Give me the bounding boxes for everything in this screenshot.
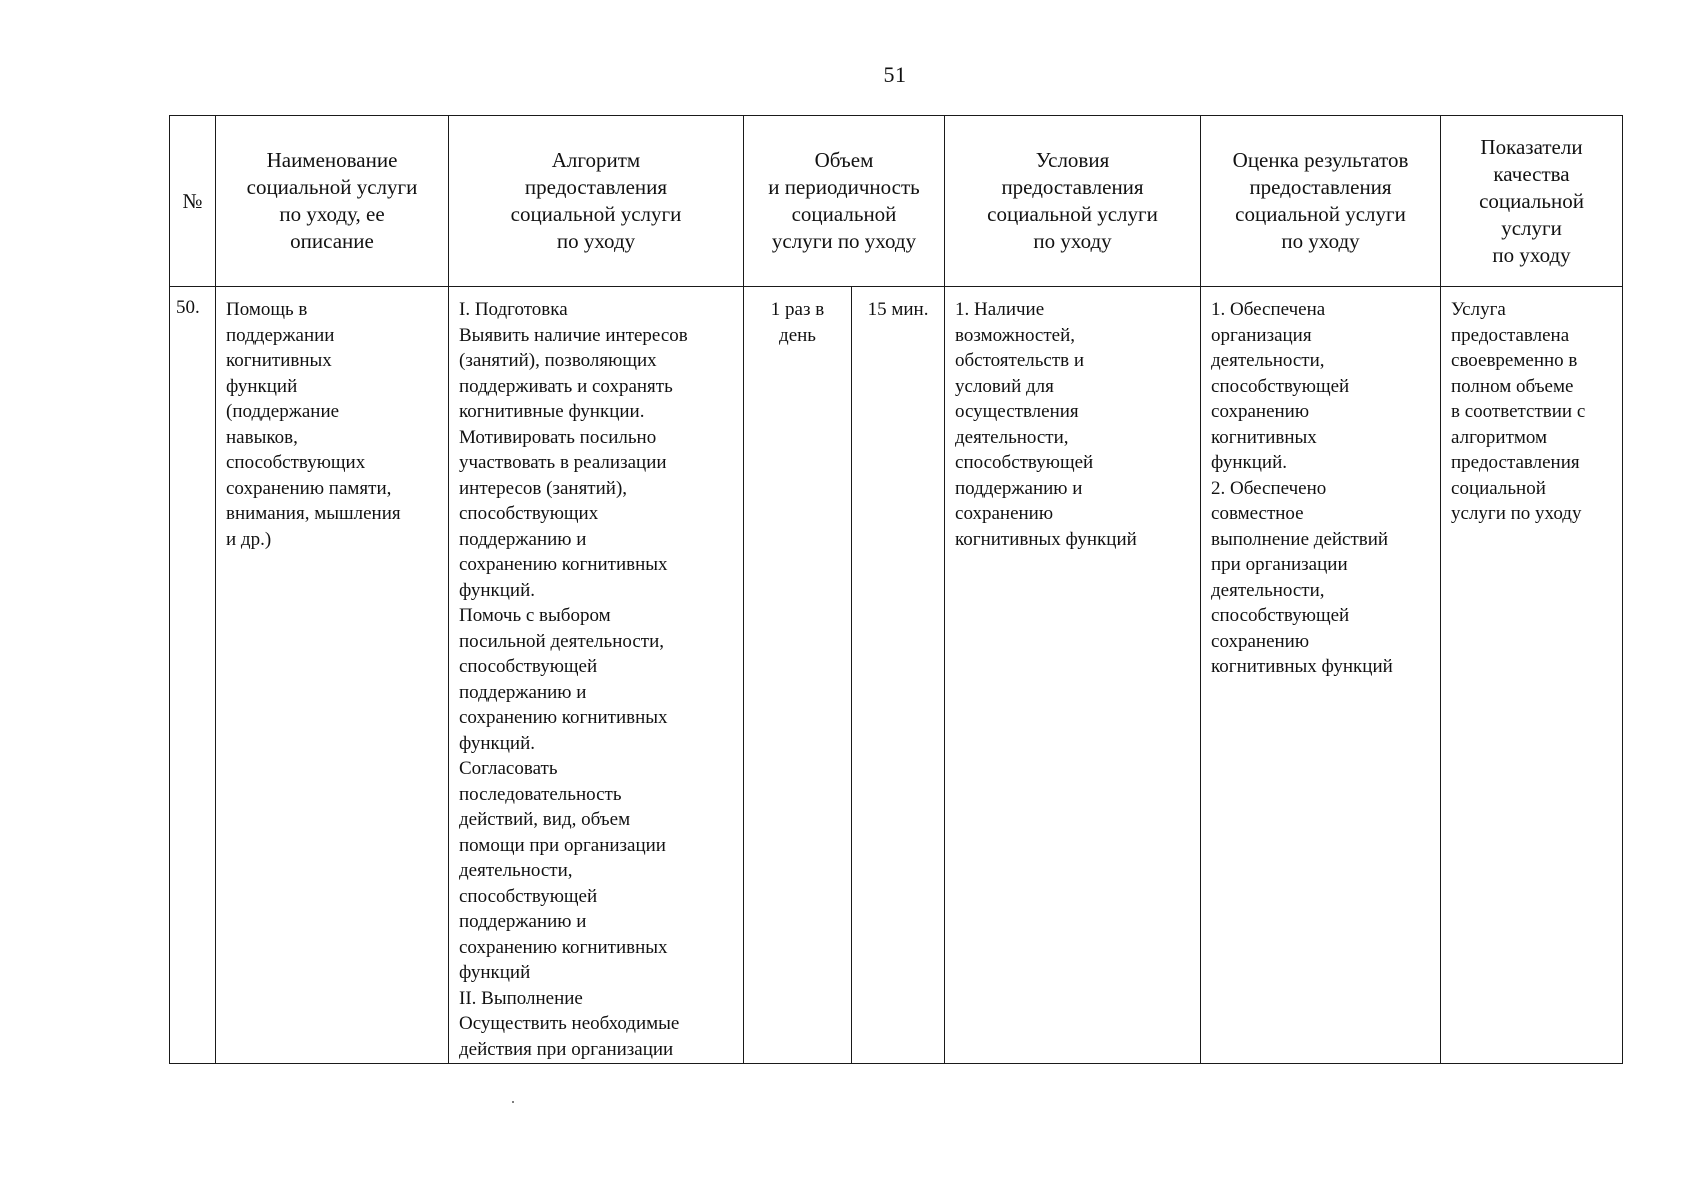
cell-line: поддержанию и [459,681,587,703]
header-line: социальной услуги [987,202,1158,226]
table-row [170,287,1623,1064]
cell-line: деятельности, [955,426,1069,448]
cell-duration [852,287,945,1064]
header-line: социальной услуги [1235,202,1406,226]
cell-line: совместное [1211,503,1304,524]
cell-line: условий для [955,375,1054,397]
header-line: предоставления [1001,175,1144,199]
cell-line: Согласовать [459,758,558,779]
cell-line: действия при организации [459,1038,674,1060]
cell-line: своевременно в [1451,350,1578,371]
cell-line: Услуга [1451,299,1506,320]
header-line: Наименование [266,148,398,172]
cell-line: когнитивных функций [1211,656,1393,677]
cell-quality [1441,287,1623,1064]
cell-line: когнитивных [226,350,332,371]
cell-line: действий, вид, объем [459,809,631,830]
cell-line: участвовать в реализации [459,452,667,473]
cell-line: I. Подготовка [459,299,568,320]
services-table [169,115,1623,1064]
page-number: 51 [883,62,907,87]
cell-line: 1 раз в [770,299,825,320]
table-header-row [170,116,1623,287]
scan-speck [512,1101,514,1103]
cell-line: организация [1211,324,1312,346]
cell-line: и др.) [226,528,272,550]
cell-algorithm [449,287,744,1064]
cell-line: последовательность [459,783,622,805]
cell-line: посильной деятельности, [459,630,664,652]
cell-line: способствующей [459,656,598,677]
cell-line: способствующей [955,452,1094,473]
header-volume-frequency [744,116,945,287]
header-line: Объем [814,148,874,172]
header-line: предоставления [1249,175,1392,199]
header-line: по уходу [1492,242,1571,267]
cell-line: при организации [1211,554,1348,575]
cell-line: когнитивных [1211,426,1317,448]
cell-line: поддержанию и [459,528,587,550]
cell-line: обстоятельств и [955,350,1085,371]
cell-line: услуги по уходу [1451,503,1582,524]
cell-line: сохранению [1211,630,1310,652]
cell-line: внимания, мышления [226,503,401,524]
cell-line: поддержанию и [459,911,587,932]
cell-line: способствующей [1211,605,1350,626]
cell-line: сохранению [1211,401,1310,422]
cell-line: выполнение действий [1211,528,1389,550]
header-algorithm [449,116,744,287]
cell-line: Выявить наличие интересов [459,324,688,346]
cell-line: функций [226,375,298,397]
cell-evaluation [1201,287,1441,1064]
cell-line: (поддержание [226,401,340,422]
cell-conditions [945,287,1201,1064]
header-line: Оценка результатов [1232,148,1409,172]
cell-line: сохранению памяти, [226,477,392,499]
cell-line: Помощь в [226,299,308,320]
header-line: предоставления [524,175,668,199]
header-line: по уходу [556,229,636,253]
cell-line: когнитивных функций [955,528,1137,550]
header-line: по уходу [1033,229,1112,253]
header-number: № [170,116,216,287]
cell-line: интересов (занятий), [459,477,628,499]
cell-line: предоставления [1451,452,1580,473]
cell-line: II. Выполнение [459,987,583,1009]
header-line: социальной [1479,188,1584,213]
cell-line: (занятий), позволяющих [459,350,657,371]
cell-line: сохранению когнитивных [459,707,668,728]
cell-line: полном объеме [1451,375,1574,397]
header-quality [1441,116,1623,287]
header-conditions [945,116,1201,287]
header-line: описание [290,229,374,253]
cell-line: 1. Обеспечена [1211,299,1326,320]
cell-line: способствующих [459,503,599,524]
cell-line: способствующей [1211,375,1350,397]
cell-line: деятельности, [1211,350,1325,371]
cell-line: сохранению когнитивных [459,936,668,958]
cell-number [170,287,216,1064]
cell-line: социальной [1451,477,1546,499]
header-line: Алгоритм [551,148,641,172]
cell-line: предоставлена [1451,324,1570,346]
cell-line: сохранению [955,503,1054,524]
cell-line: 1. Наличие [955,299,1045,320]
header-line: социальной услуги [246,175,418,199]
header-line: по уходу [1281,229,1360,253]
cell-line: 2. Обеспечено [1211,477,1327,499]
cell-line: Помочь с выбором [459,605,611,626]
cell-line: функций. [459,579,535,601]
cell-line: деятельности, [459,860,573,881]
header-line: по уходу, ее [279,202,385,226]
cell-line: помощи при организации [459,834,666,856]
cell-frequency [744,287,852,1064]
cell-line: Мотивировать посильно [459,426,657,448]
header-line: и периодичность [768,175,920,199]
header-line: Показатели [1480,134,1583,159]
cell-line: поддерживать и сохранять [459,375,673,397]
header-evaluation [1201,116,1441,287]
cell-line: возможностей, [955,324,1075,346]
cell-line: навыков, [226,426,298,448]
cell-line: способствующих [226,452,366,473]
cell-line: день [779,324,816,346]
duration-value: 15 мин. [867,299,929,320]
header-line: услуги по уходу [771,229,917,253]
cell-line: функций [459,962,531,983]
header-line: Условия [1035,148,1110,172]
header-service-name [216,116,449,287]
cell-line: сохранению когнитивных [459,554,668,575]
cell-line: осуществления [955,401,1079,422]
cell-service-name [216,287,449,1064]
cell-line: когнитивные функции. [459,401,645,422]
cell-line: поддержании [226,324,335,346]
cell-line: в соответствии с [1451,401,1586,422]
header-line: качества [1493,161,1570,186]
cell-line: функций. [1211,452,1288,473]
cell-line: способствующей [459,885,598,907]
cell-line: деятельности, [1211,579,1325,601]
cell-line: алгоритмом [1451,426,1548,448]
cell-line: поддержанию и [955,477,1083,499]
header-line: социальной [791,202,897,226]
header-line: социальной услуги [510,202,682,226]
cell-line: функций. [459,732,535,754]
cell-line: Осуществить необходимые [459,1013,680,1034]
row-number: 50. [176,297,200,318]
header-line: услуги [1501,215,1562,240]
